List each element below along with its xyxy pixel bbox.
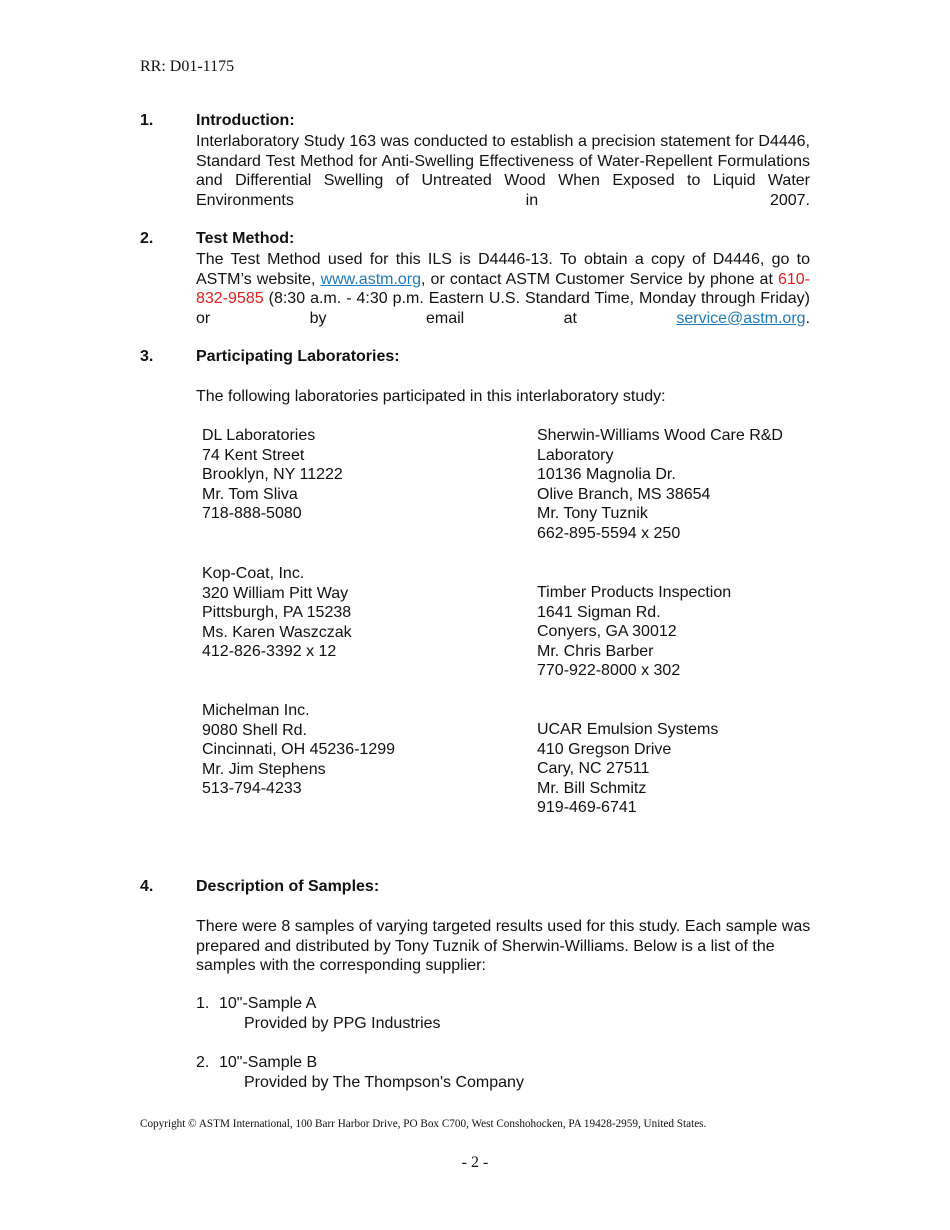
page-number: - 2 - xyxy=(461,1154,489,1171)
section-number-samples: 4. xyxy=(140,878,154,895)
section-title-samples: Description of Samples: xyxy=(196,878,380,895)
samples-intro: There were 8 samples of varying targeted results used for this study. Each sample was prepared and distributed by Tony Tuznik of Sherwin-Williams. Below is a list of the samples with the corresponding supplier: xyxy=(196,918,811,975)
section-title-labs: Participating Laboratories: xyxy=(196,348,400,365)
lab-entry: Sherwin-Williams Wood Care R&D Laboratory 10136 Magnolia Dr. Olive Branch, MS 38654 Mr. Tony Tuznik 662-895-5594 x 250 xyxy=(537,427,783,542)
section-title-method: Test Method: xyxy=(196,230,295,247)
lab-entry: Timber Products Inspection 1641 Sigman Rd. Conyers, GA 30012 Mr. Chris Barber 770-922-8000 x 302 xyxy=(537,584,732,680)
service-email-link[interactable]: service@astm.org xyxy=(676,309,806,327)
astm-website-link[interactable]: www.astm.org xyxy=(320,270,422,288)
lab-entry: Michelman Inc. 9080 Shell Rd. Cincinnati, OH 45236-1299 Mr. Jim Stephens 513-794-4233 xyxy=(202,702,396,798)
method-text-2: , or contact ASTM Customer Service by phone at xyxy=(421,270,778,288)
sample-provider: Provided by The Thompson's Company xyxy=(244,1074,524,1091)
copyright-footer: Copyright © ASTM International, 100 Barr Harbor Drive, PO Box C700, West Conshohocken, PA 19428-2959, United States. xyxy=(140,1118,707,1130)
method-text-1: The Test Method used for this ILS is D4446-13. To obtain a copy of D4446, go to ASTM’s website, xyxy=(196,251,810,288)
method-text-4: . xyxy=(805,309,810,327)
section-number-intro: 1. xyxy=(140,112,154,129)
labs-intro: The following laboratories participated in this interlaboratory study: xyxy=(196,388,666,405)
customer-service-phone: 610-832-9585 xyxy=(196,270,810,308)
sample-provider: Provided by PPG Industries xyxy=(244,1015,441,1032)
lab-entry: Kop-Coat, Inc. 320 William Pitt Way Pittsburgh, PA 15238 Ms. Karen Waszczak 412-826-3392 x 12 xyxy=(202,565,352,661)
lab-entry: DL Laboratories 74 Kent Street Brooklyn, NY 11222 Mr. Tom Sliva 718-888-5080 xyxy=(202,427,343,523)
sample-title: 10"-Sample A xyxy=(219,995,317,1012)
section-title-intro: Introduction: xyxy=(196,112,295,129)
method-text-3: (8:30 a.m. - 4:30 p.m. Eastern U.S. Standard Time, Monday through Friday) or by email at xyxy=(196,290,810,327)
sample-number: 1. xyxy=(196,995,210,1012)
lab-entry: UCAR Emulsion Systems 410 Gregson Drive Cary, NC 27511 Mr. Bill Schmitz 919-469-6741 xyxy=(537,721,719,817)
method-paragraph xyxy=(196,250,810,330)
sample-number: 2. xyxy=(196,1054,210,1071)
report-id: RR: D01-1175 xyxy=(140,58,235,75)
section-number-labs: 3. xyxy=(140,348,154,365)
intro-paragraph: Interlaboratory Study 163 was conducted to establish a precision statement for D4446, Standard Test Method for Anti-Swelling Effectiveness of Water-Repellent Formulations and Differential Swelling of Untreated Wood When Exposed to Liquid Water Environments in 2007. xyxy=(196,133,810,209)
sample-title: 10"-Sample B xyxy=(219,1054,318,1071)
section-number-method: 2. xyxy=(140,230,154,247)
